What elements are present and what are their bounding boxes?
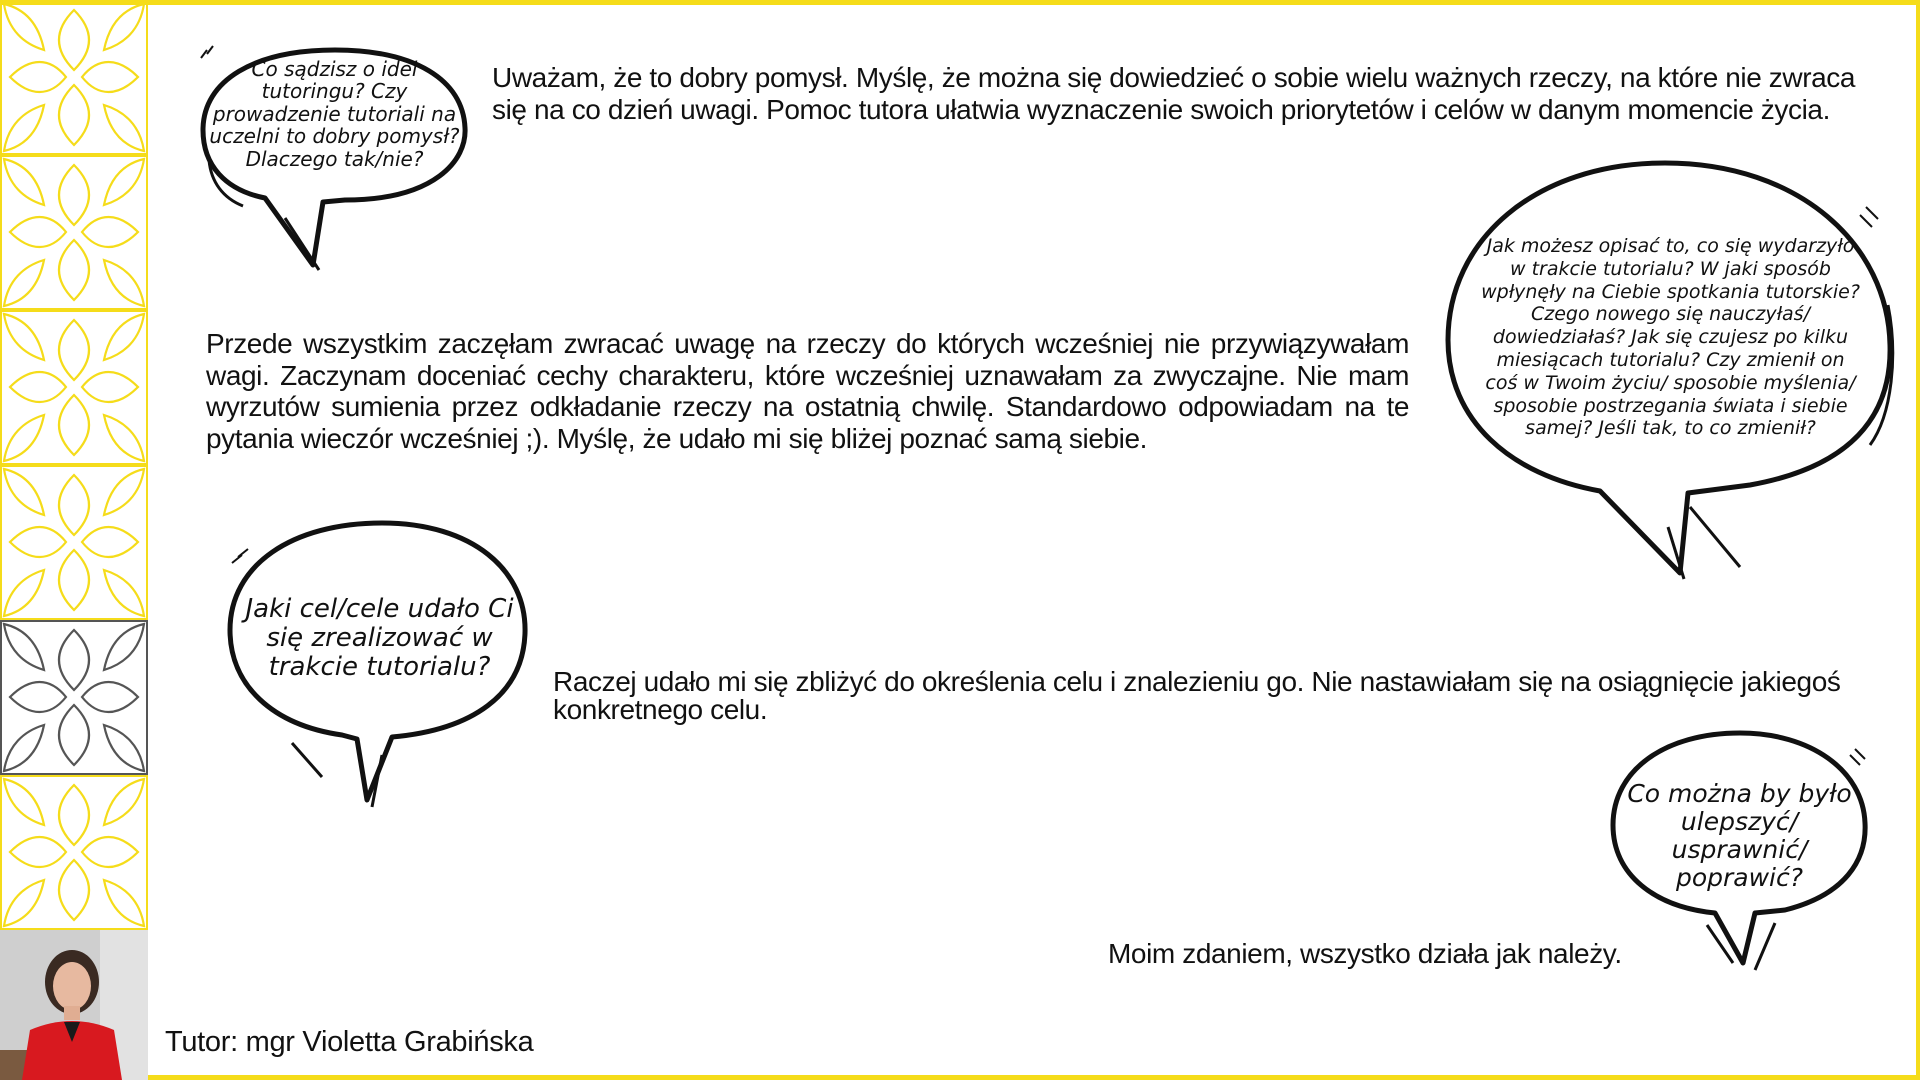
pattern-motif-icon <box>0 620 148 775</box>
top-border <box>0 0 1920 5</box>
speech-bubble-question-3 <box>222 515 534 807</box>
pattern-tile <box>0 310 148 465</box>
speech-bubble-question-4 <box>1605 725 1873 970</box>
pattern-motif-icon <box>0 310 148 465</box>
answer-2-text: Przede wszystkim zaczęłam zwracać uwagę na rzeczy do których wcześniej nie przywiązywałam wagi. Zaczynam doceniać cechy charakteru, które wcześniej uznawałam za zwyczajne. Nie mam wyrzutów sumienia przez odkładanie rzeczy na ostatnią chwilę. Standardowo odpowiadam na te pytania wieczór wcześniej ;). Myślę, że udało mi się bliżej poznać samą siebie. <box>206 328 1409 454</box>
pattern-tile-highlighted <box>0 620 148 775</box>
question-3-text: Jaki cel/cele udało Ci się zrealizować w trakcie tutorialu? <box>245 594 514 683</box>
bottom-border <box>0 1075 1920 1080</box>
tutor-photo-image <box>0 930 148 1080</box>
tutor-photo <box>0 930 148 1080</box>
tutor-name: Tutor: mgr Violetta Grabińska <box>165 1026 534 1058</box>
pattern-tile <box>0 775 148 930</box>
pattern-tile <box>0 0 148 155</box>
answer-3-text: Raczej udało mi się zbliżyć do określenia celu i znalezieniu go. Nie nastawiałam się na osiągnięcie jakiegoś konkretnego celu. <box>553 666 1841 725</box>
question-1-text: Co sądzisz o idei tutoringu? Czy prowadzenie tutoriali na uczelni to dobry pomysł? Dlaczego tak/nie? <box>209 57 460 171</box>
answer-1-text: Uważam, że to dobry pomysł. Myślę, że można się dowiedzieć o sobie wielu ważnych rzeczy, na które nie zwraca się na co dzień uwagi. Pomoc tutora ułatwia wyznaczenie swoich priorytetów i celów w danym momencie życia. <box>492 62 1856 125</box>
pattern-motif-icon <box>0 465 148 620</box>
pattern-motif-icon <box>0 775 148 930</box>
decorative-pattern-strip <box>0 0 148 930</box>
pattern-motif-icon <box>0 0 148 155</box>
right-border <box>1916 0 1920 1080</box>
pattern-tile <box>0 155 148 310</box>
question-2-text: Jak możesz opisać to, co się wydarzyło w trakcie tutorialu? W jaki sposób wpłynęły na Ciebie spotkania tutorskie? Czego nowego się nauczyłaś/ dowiedziałaś? Jak się czujesz po kilku miesiącach tutorialu? Czy zmienił on coś w Twoim życiu/ sposobie myślenia/ sposobie postrzegania świata i siebie samej? Jeśli tak, to co zmienił? <box>1481 235 1860 440</box>
pattern-motif-icon <box>0 155 148 310</box>
speech-bubble-question-2 <box>1440 155 1900 580</box>
answer-4-text: Moim zdaniem, wszystko działa jak należy. <box>1108 938 1622 969</box>
speech-bubble-question-1 <box>195 40 475 270</box>
question-4-text: Co można by było ulepszyć/ usprawnić/ poprawić? <box>1627 779 1852 892</box>
pattern-tile <box>0 465 148 620</box>
